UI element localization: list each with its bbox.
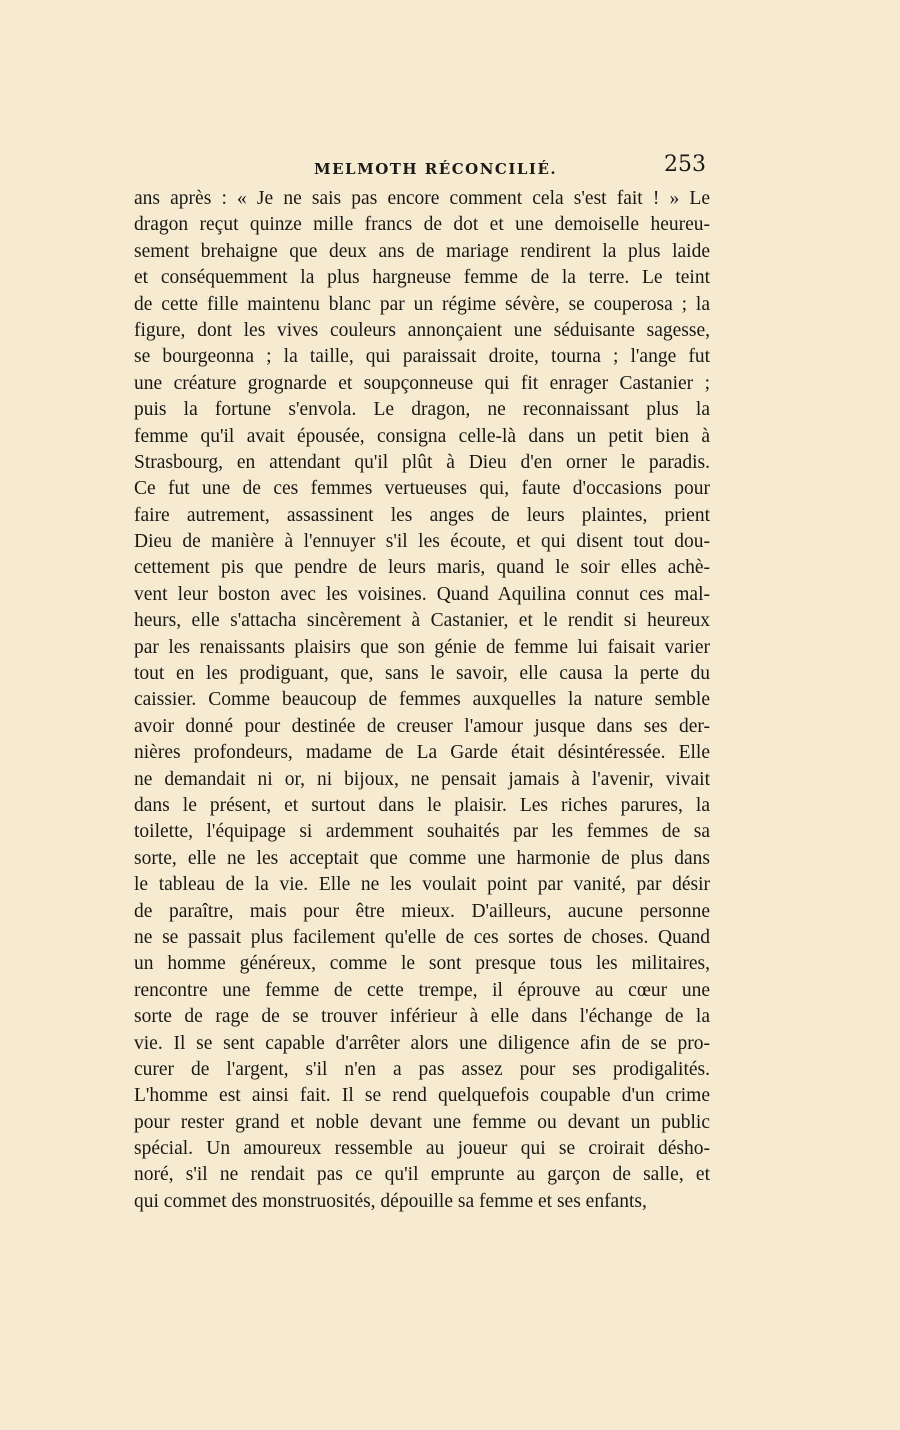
text-line: toilette, l'équipage si ardemment souhaités par les femmes de sa	[134, 821, 710, 843]
text-line: Dieu de manière à l'ennuyer s'il les écoute, et qui disent tout dou-	[134, 531, 710, 553]
text-line: rencontre une femme de cette trempe, il éprouve au cœur une	[134, 979, 710, 1001]
running-title: MELMOTH RÉCONCILIÉ.	[314, 160, 558, 178]
text-line: et conséquemment la plus hargneuse femme de la terre. Le teint	[134, 267, 710, 289]
text-line: tout en les prodiguant, que, sans le savoir, elle causa la perte du	[134, 663, 710, 685]
text-line: par les renaissants plaisirs que son génie de femme lui faisait varier	[134, 636, 710, 658]
text-line: sorte, elle ne les acceptait que comme une harmonie de plus dans	[134, 847, 710, 869]
page-number: 253	[664, 152, 706, 177]
text-line: dans le présent, et surtout dans le plaisir. Les riches parures, la	[134, 794, 710, 816]
text-line: nières profondeurs, madame de La Garde était désintéressée. Elle	[134, 742, 710, 764]
text-line: ne se passait plus facilement qu'elle de ces sortes de choses. Quand	[134, 926, 710, 948]
text-line: spécial. Un amoureux ressemble au joueur qui se croirait désho-	[134, 1138, 710, 1160]
text-line: curer de l'argent, s'il n'en a pas assez pour ses prodigalités.	[134, 1058, 710, 1080]
text-line: pour rester grand et noble devant une femme ou devant un public	[134, 1111, 710, 1133]
text-line: dragon reçut quinze mille francs de dot et une demoiselle heureu-	[134, 214, 710, 236]
text-line: un homme généreux, comme le sont presque tous les militaires,	[134, 953, 710, 975]
text-line: figure, dont les vives couleurs annonçaient une séduisante sagesse,	[134, 319, 710, 341]
text-line: faire autrement, assassinent les anges de leurs plaintes, prient	[134, 504, 710, 526]
text-line: vent leur boston avec les voisines. Quand Aquilina connut ces mal-	[134, 583, 710, 605]
text-line: le tableau de la vie. Elle ne les voulait point par vanité, par désir	[134, 874, 710, 896]
text-line: qui commet des monstruosités, dépouille sa femme et ses enfants,	[134, 1190, 647, 1212]
text-line: femme qu'il avait épousée, consigna celle-là dans un petit bien à	[134, 425, 710, 447]
text-line: cettement pis que pendre de leurs maris, quand le soir elles achè-	[134, 557, 710, 579]
text-line: de cette fille maintenu blanc par un régime sévère, se couperosa ; la	[134, 293, 710, 315]
text-line: noré, s'il ne rendait pas ce qu'il emprunte au garçon de salle, et	[134, 1164, 710, 1186]
text-line: puis la fortune s'envola. Le dragon, ne reconnaissant plus la	[134, 399, 710, 421]
body-text	[134, 186, 710, 1215]
text-line: une créature grognarde et soupçonneuse qui fit enrager Castanier ;	[134, 372, 710, 394]
text-line: L'homme est ainsi fait. Il se rend quelquefois coupable d'un crime	[134, 1085, 710, 1107]
text-line: heurs, elle s'attacha sincèrement à Castanier, et le rendit si heureux	[134, 610, 710, 632]
text-line: caissier. Comme beaucoup de femmes auxquelles la nature semble	[134, 689, 710, 711]
text-line: se bourgeonna ; la taille, qui paraissait droite, tourna ; l'ange fut	[134, 346, 710, 368]
text-line: de paraître, mais pour être mieux. D'ailleurs, aucune personne	[134, 900, 710, 922]
text-line: Ce fut une de ces femmes vertueuses qui, faute d'occasions pour	[134, 478, 710, 500]
text-line: vie. Il se sent capable d'arrêter alors une diligence afin de se pro-	[134, 1032, 710, 1054]
text-line: avoir donné pour destinée de creuser l'amour jusque dans ses der-	[134, 715, 710, 737]
text-line: ne demandait ni or, ni bijoux, ne pensait jamais à l'avenir, vivait	[134, 768, 710, 790]
text-line: sement brehaigne que deux ans de mariage rendirent la plus laide	[134, 240, 710, 262]
text-line: Strasbourg, en attendant qu'il plût à Dieu d'en orner le paradis.	[134, 451, 710, 473]
page-header	[134, 152, 710, 186]
text-line: sorte de rage de se trouver inférieur à elle dans l'échange de la	[134, 1006, 710, 1028]
text-line: ans après : « Je ne sais pas encore comment cela s'est fait ! » Le	[134, 188, 710, 209]
